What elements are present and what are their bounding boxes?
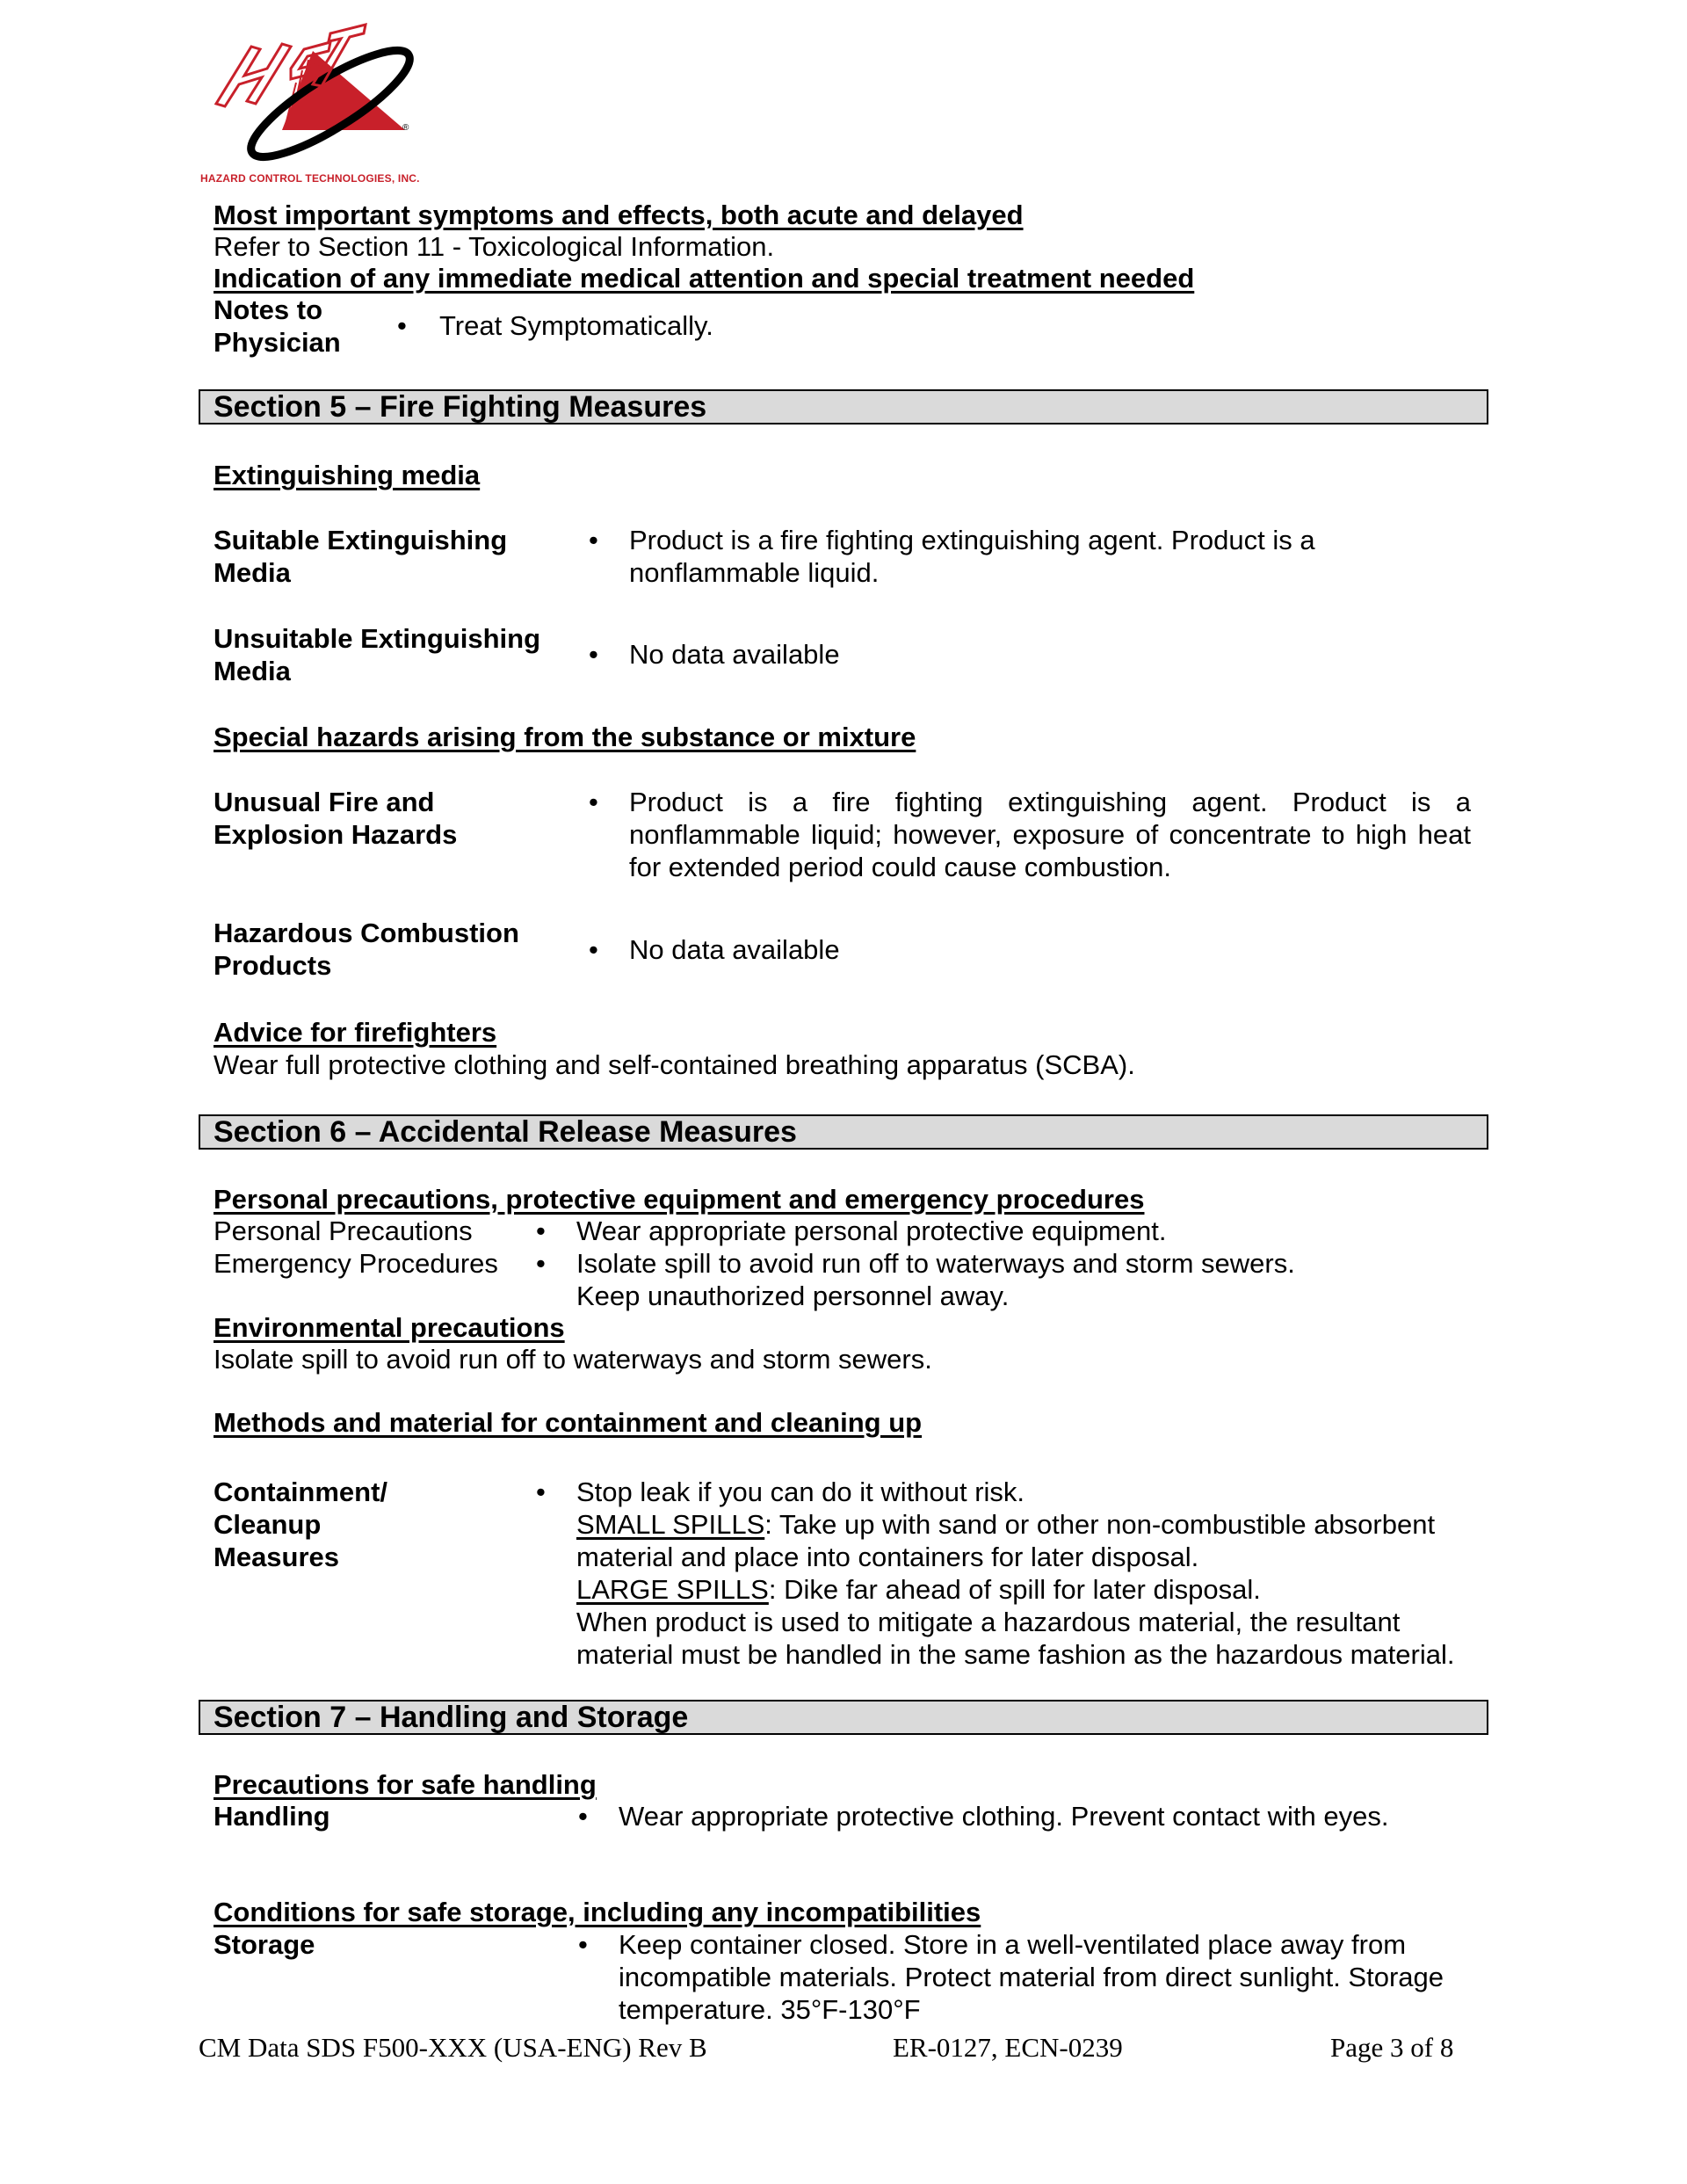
hct-logo-icon [199,16,427,174]
bullet-icon: • [578,1929,588,1960]
section-5-title: Section 5 – Fire Fighting Measures [214,390,707,424]
large-spills-line [576,1573,1454,1606]
mitigate-line2: material must be handled in the same fashion as the hazardous material. [576,1639,1455,1670]
mitigate-line1: When product is used to mitigate a hazardous material, the resultant [576,1607,1401,1637]
suitable-media-label-line2: Media [214,557,291,588]
personal-precautions-label: Personal Precautions [214,1215,473,1246]
bullet-icon: • [589,787,598,817]
small-spills-label: SMALL SPILLS [576,1509,765,1540]
notes-label [214,294,341,359]
company-logo [199,16,427,192]
suitable-media-value: Product is a fire fighting extinguishing agent. Product is a nonflammable liquid. [629,525,1315,588]
unusual-hazards-label-line1: Unusual Fire and [214,787,435,817]
personal-precautions-heading: Personal precautions, protective equipment and emergency procedures [214,1184,1145,1215]
suitable-media-label [214,524,507,589]
svg-text:®: ® [402,123,409,133]
unsuitable-media-label-line1: Unsuitable Extinguishing [214,623,541,654]
notes-value: Treat Symptomatically. [439,310,713,341]
emergency-line1: Isolate spill to avoid run off to waterways and storm sewers. [576,1248,1295,1279]
symptoms-text: Refer to Section 11 - Toxicological Information. [214,231,775,262]
unusual-hazards-label-line2: Explosion Hazards [214,819,458,850]
bullet-icon: • [589,639,598,670]
section-5-header [199,389,1488,424]
bullet-icon: • [589,525,598,555]
bullet-icon: • [397,310,407,341]
attention-heading: Indication of any immediate medical attention and special treatment needed [214,263,1195,294]
footer-doc-id: CM Data SDS F500-XXX (USA-ENG) Rev B [199,2032,707,2063]
emergency-procedures-value [576,1247,1295,1312]
bullet-icon: • [536,1248,546,1279]
extinguishing-media-heading: Extinguishing media [214,460,481,490]
containment-label [214,1476,387,1573]
footer-ecn: ER-0127, ECN-0239 [893,2032,1123,2063]
combustion-products-label-line1: Hazardous Combustion [214,918,519,948]
handling-heading: Precautions for safe handling [214,1769,597,1800]
bullet-icon: • [578,1801,588,1832]
containment-value [576,1476,1454,1671]
bullet-icon: • [536,1477,546,1507]
small-spills-line2: material and place into containers for later disposal. [576,1542,1199,1572]
advice-text: Wear full protective clothing and self-contained breathing apparatus (SCBA). [214,1049,1135,1080]
storage-heading: Conditions for safe storage, including any incompatibilities [214,1897,981,1927]
bullet-icon: • [536,1215,546,1246]
footer-page-number: Page 3 of 8 [1330,2032,1454,2063]
section-6-header [199,1114,1488,1150]
advice-heading: Advice for firefighters [214,1017,497,1048]
large-spills-label: LARGE SPILLS [576,1574,769,1605]
suitable-media-label-line1: Suitable Extinguishing [214,525,508,555]
unsuitable-media-label [214,622,540,687]
storage-value [619,1928,1444,2026]
containment-label-line3: Measures [214,1542,340,1572]
emergency-procedures-label: Emergency Procedures [214,1248,498,1279]
environmental-text: Isolate spill to avoid run off to waterways and storm sewers. [214,1344,932,1375]
containment-line1: Stop leak if you can do it without risk. [576,1477,1025,1507]
containment-label-line1: Containment/ [214,1477,388,1507]
methods-heading: Methods and material for containment and cleaning up [214,1407,923,1438]
company-name: HAZARD CONTROL TECHNOLOGIES, INC. [200,172,420,185]
storage-line1: Keep container closed. Store in a well-ventilated place away from [619,1929,1407,1960]
environmental-heading: Environmental precautions [214,1312,565,1343]
unusual-hazards-label [214,786,457,851]
handling-value: Wear appropriate protective clothing. Prevent contact with eyes. [619,1801,1389,1832]
combustion-products-label [214,917,519,982]
containment-label-line2: Cleanup [214,1509,322,1540]
section-6-title: Section 6 – Accidental Release Measures [214,1115,797,1149]
emergency-line2: Keep unauthorized personnel away. [576,1281,1010,1311]
storage-line2: incompatible materials. Protect material from direct sunlight. Storage [619,1962,1444,1992]
storage-label: Storage [214,1929,315,1960]
unsuitable-media-value: No data available [629,639,840,670]
section-7-title: Section 7 – Handling and Storage [214,1701,689,1734]
unsuitable-media-label-line2: Media [214,656,291,686]
bullet-icon: • [589,934,598,965]
notes-label-line2: Physician [214,327,341,358]
small-spills-line [576,1508,1454,1541]
large-spills-text: : Dike far ahead of spill for later disposal. [768,1574,1261,1605]
storage-line3: temperature. 35°F-130°F [619,1994,921,2025]
symptoms-heading: Most important symptoms and effects, both acute and delayed [214,200,1024,230]
combustion-products-value: No data available [629,934,840,965]
small-spills-text: : Take up with sand or other non-combustible absorbent [764,1509,1436,1540]
special-hazards-heading: Special hazards arising from the substance or mixture [214,722,916,752]
notes-label-line1: Notes to [214,294,322,325]
handling-label: Handling [214,1801,330,1832]
combustion-products-label-line2: Products [214,950,332,981]
section-7-header [199,1700,1488,1735]
personal-precautions-value: Wear appropriate personal protective equipment. [576,1215,1167,1246]
unusual-hazards-value: Product is a fire fighting extinguishing agent. Product is a nonflammable liquid; however, exposure of concentrate to high heat for extended period could cause combustion. [629,787,1471,882]
